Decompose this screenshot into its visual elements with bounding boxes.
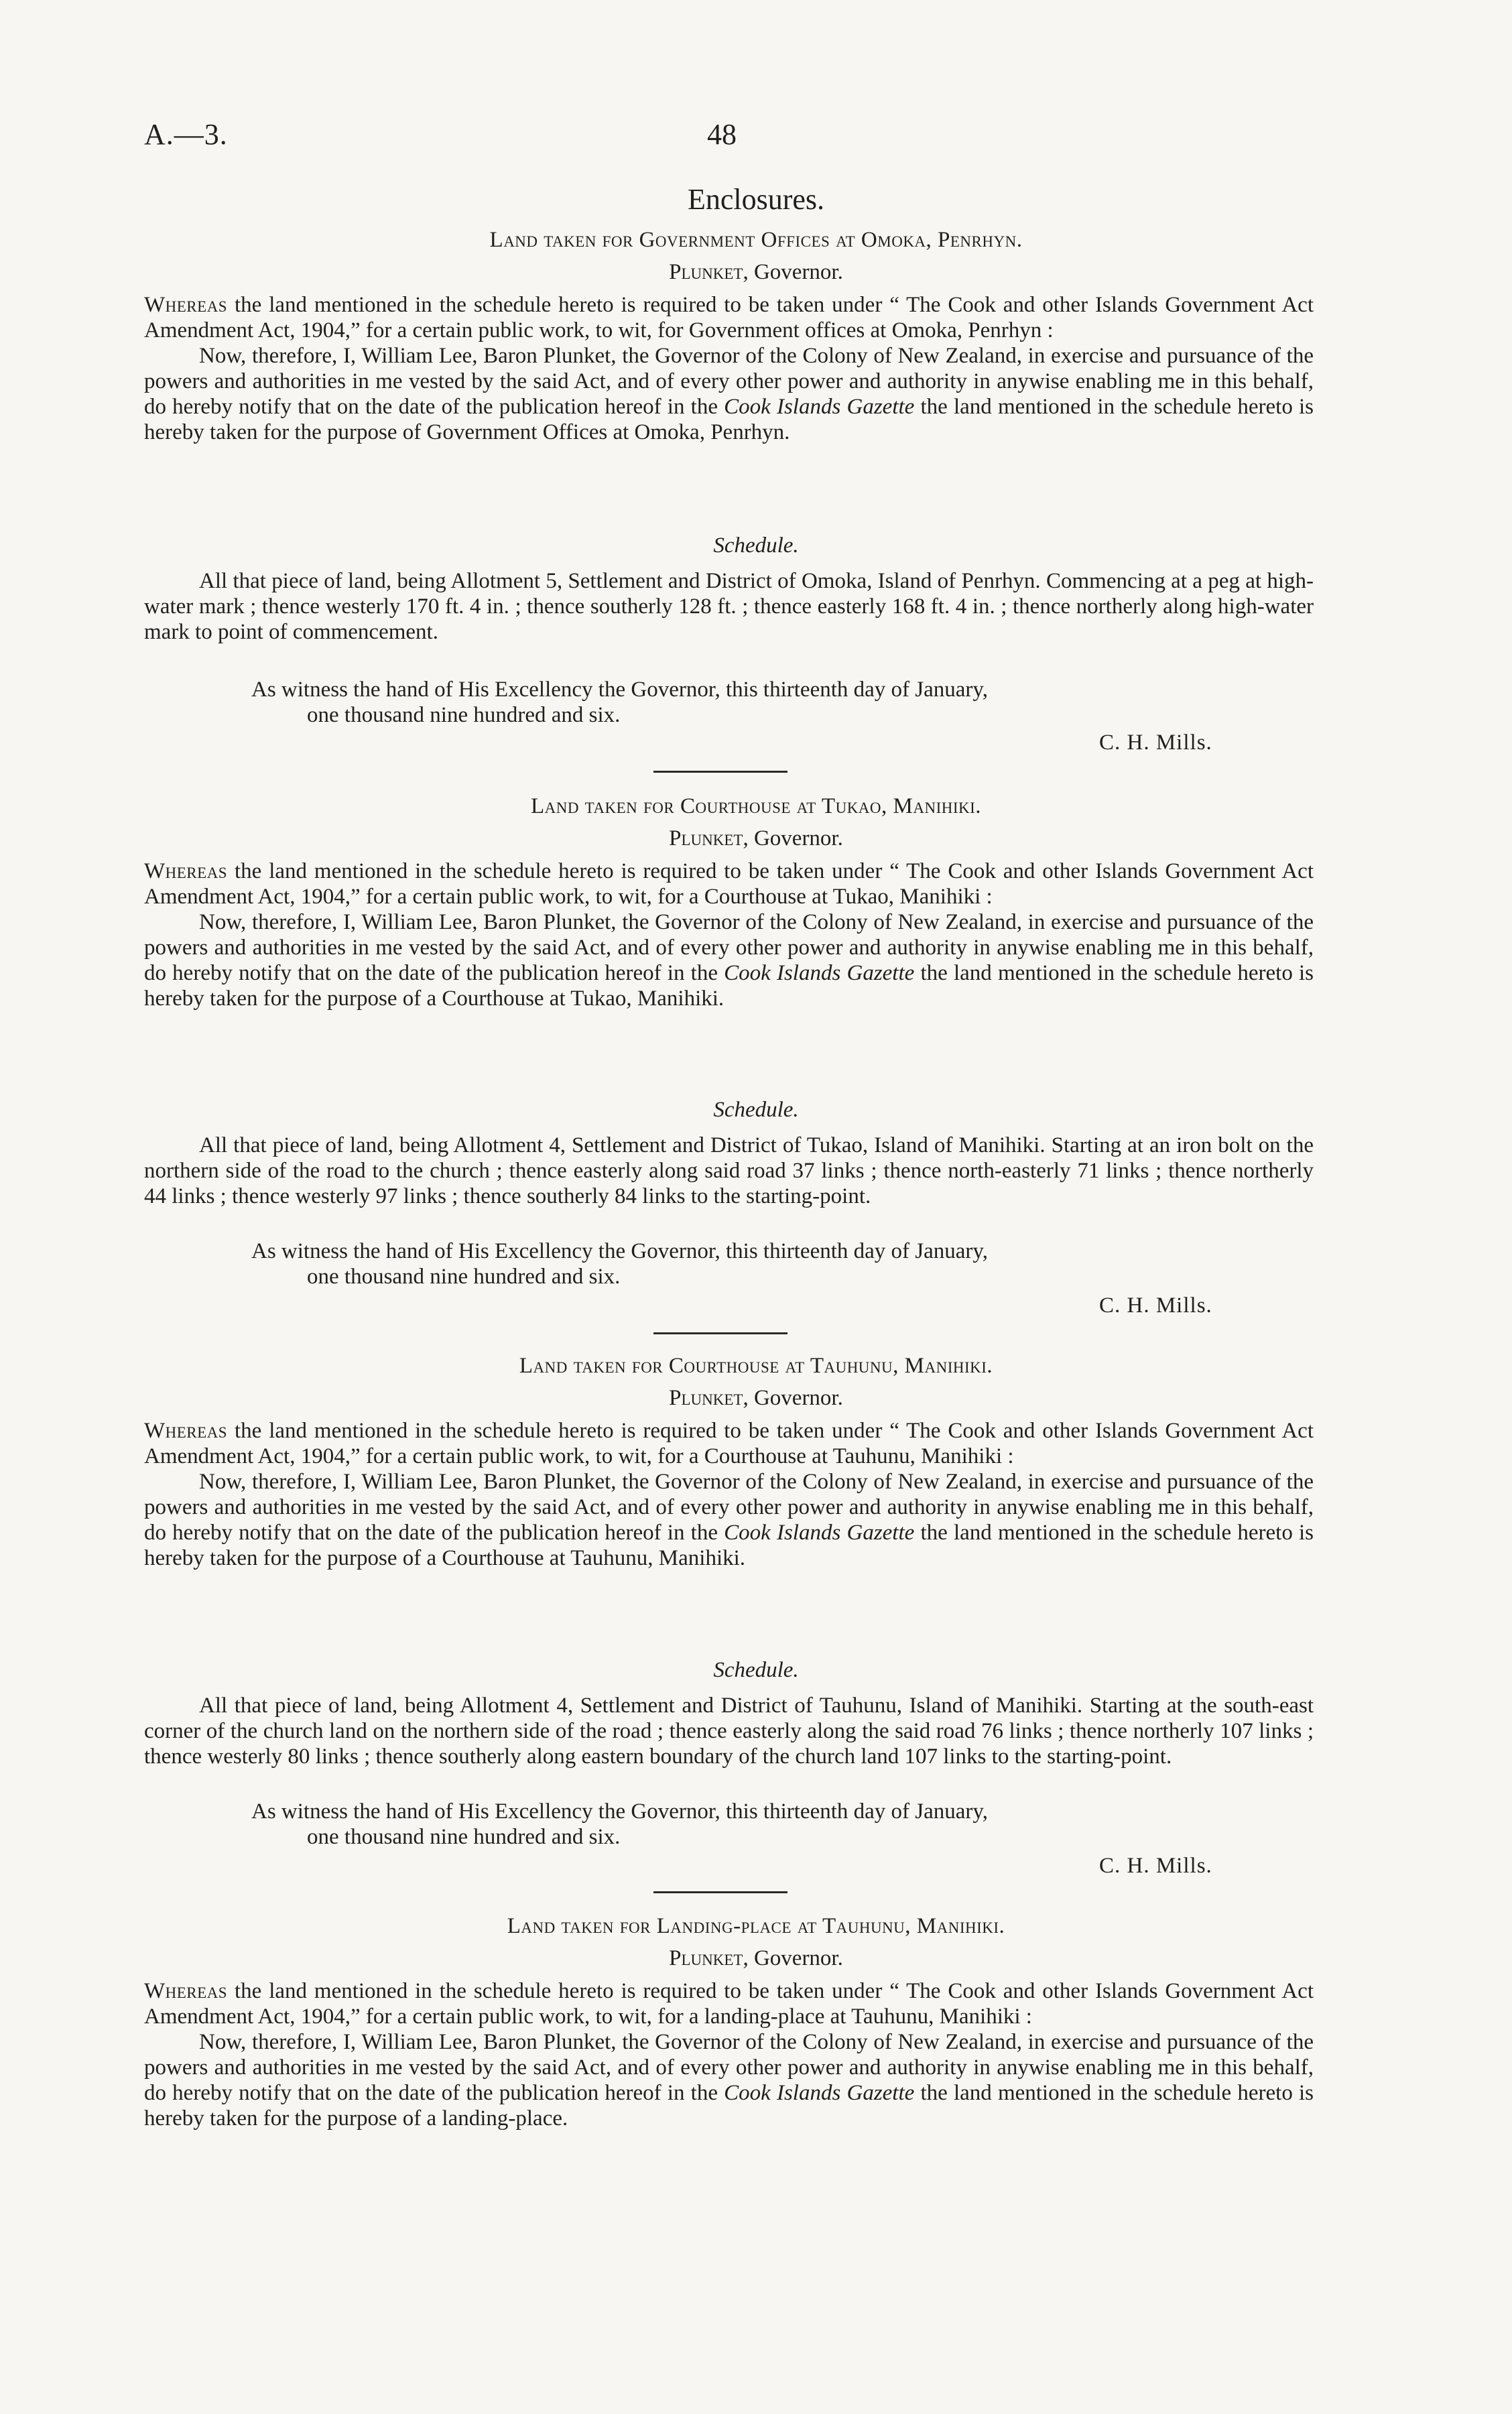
notice-body <box>144 292 1314 445</box>
gazette-name: Cook Islands Gazette <box>724 1521 915 1545</box>
schedule-text: All that piece of land, being Allotment 4, Settlement and District of Tauhunu, Island of Manihiki. Starting at the south-east corner of the church land on the northern side of the road ; thence easterly along the said road 76 links ; thence northerly 107 links ; thence westerly 80 links ; thence southerly along eastern boundary of the church land 107 links to the starting-point. <box>144 1694 1314 1769</box>
notice-body <box>144 1418 1314 1571</box>
signature: C. H. Mills. <box>1099 1293 1212 1318</box>
schedule-body <box>144 568 1314 645</box>
notification-text-a: Now, therefore, I, William Lee, Baron Plunket, the Governor of the Colony of New Zealand, in exercise and pursuance of the powers and authorities in me vested by the said Act, and of every other power and authority in anywise enabling me in this behalf, do hereby notify that on the date of the publication hereof in the <box>144 2030 1314 2105</box>
signature: C. H. Mills. <box>1099 730 1212 755</box>
gazette-name: Cook Islands Gazette <box>724 2081 915 2105</box>
governor-suffix: , Governor. <box>743 1386 843 1410</box>
whereas-text: the land mentioned in the schedule hereto is required to be taken under “ The Cook and other Islands Government Act Amendment Act, 1904,” for a certain public work, to wit, for a Courthouse at Tauhunu, Manihiki : <box>144 1419 1314 1468</box>
notification-paragraph <box>144 2029 1314 2131</box>
page-heading: Enclosures. <box>687 183 825 216</box>
governor-name: Plunket <box>669 260 743 284</box>
notice-body <box>144 1978 1314 2131</box>
governor-line <box>0 826 1512 851</box>
witness-line-2: one thousand nine hundred and six. <box>307 1265 621 1289</box>
notification-text-a: Now, therefore, I, William Lee, Baron Plunket, the Governor of the Colony of New Zealand, in exercise and pursuance of the powers and authorities in me vested by the said Act, and of every other power and authority in anywise enabling me in this behalf, do hereby notify that on the date of the publication hereof in the <box>144 910 1314 985</box>
governor-suffix: , Governor. <box>743 1946 843 1970</box>
whereas-text: the land mentioned in the schedule hereto is required to be taken under “ The Cook and other Islands Government Act Amendment Act, 1904,” for a certain public work, to wit, for Government offices at Omoka, Penrhyn : <box>144 293 1314 342</box>
governor-line <box>0 1386 1512 1411</box>
witness-line-1: As witness the hand of His Excellency the Governor, this thirteenth day of January, <box>251 1799 989 1824</box>
schedule-body <box>144 1693 1314 1769</box>
whereas-text: the land mentioned in the schedule hereto is required to be taken under “ The Cook and other Islands Government Act Amendment Act, 1904,” for a certain public work, to wit, for a landing-place at Tauhunu, Manihiki : <box>144 1979 1314 2029</box>
notice-title: Land taken for Government Offices at Omoka, Penrhyn. <box>489 228 1023 252</box>
notice-title: Land taken for Landing-place at Tauhunu, Manihiki. <box>507 1914 1005 1938</box>
witness-clause <box>251 1799 1314 1850</box>
schedule-label: Schedule. <box>713 1658 799 1682</box>
whereas-word: Whereas <box>144 293 228 317</box>
whereas-paragraph <box>144 1978 1314 2029</box>
witness-line-1: As witness the hand of His Excellency the Governor, this thirteenth day of January, <box>251 1239 989 1263</box>
schedule-text: All that piece of land, being Allotment 5, Settlement and District of Omoka, Island of Penrhyn. Commencing at a peg at high-water mark ; thence westerly 170 ft. 4 in. ; thence southerly 128 ft. ; thence easterly 168 ft. 4 in. ; thence northerly along high-water mark to point of commencement. <box>144 569 1314 644</box>
notice-title: Land taken for Courthouse at Tukao, Manihiki. <box>530 794 982 818</box>
notification-paragraph <box>144 1469 1314 1571</box>
governor-suffix: , Governor. <box>743 260 843 284</box>
witness-line-1: As witness the hand of His Excellency the Governor, this thirteenth day of January, <box>251 678 989 702</box>
section-divider <box>653 771 788 773</box>
page-number: 48 <box>707 118 737 151</box>
notification-text-b: the land mentioned in the schedule hereto is hereby taken for the purpose of a Courthouse at Tukao, Manihiki. <box>144 961 1314 1011</box>
schedule-text: All that piece of land, being Allotment 4, Settlement and District of Tukao, Island of Manihiki. Starting at an iron bolt on the northern side of the road to the church ; thence easterly along said road 37 links ; thence north-easterly 71 links ; thence northerly 44 links ; thence westerly 97 links ; thence southerly 84 links to the starting-point. <box>144 1133 1314 1208</box>
whereas-paragraph <box>144 859 1314 909</box>
schedule-label: Schedule. <box>713 1098 799 1122</box>
notification-text-b: the land mentioned in the schedule hereto is hereby taken for the purpose of a landing-place. <box>144 2081 1314 2131</box>
whereas-paragraph <box>144 292 1314 343</box>
notice-body <box>144 859 1314 1011</box>
notification-text-b: the land mentioned in the schedule hereto is hereby taken for the purpose of a Courthouse at Tauhunu, Manihiki. <box>144 1521 1314 1570</box>
whereas-text: the land mentioned in the schedule hereto is required to be taken under “ The Cook and other Islands Government Act Amendment Act, 1904,” for a certain public work, to wit, for a Courthouse at Tukao, Manihiki : <box>144 859 1314 909</box>
document-reference: A.—3. <box>144 118 228 151</box>
witness-line-2: one thousand nine hundred and six. <box>307 703 621 727</box>
notification-text-a: Now, therefore, I, William Lee, Baron Plunket, the Governor of the Colony of New Zealand, in exercise and pursuance of the powers and authorities in me vested by the said Act, and of every other power and authority in anywise enabling me in this behalf, do hereby notify that on the date of the publication hereof in the <box>144 344 1314 419</box>
schedule-body <box>144 1133 1314 1209</box>
witness-clause <box>251 677 1314 728</box>
whereas-word: Whereas <box>144 1979 228 2003</box>
whereas-word: Whereas <box>144 1419 228 1443</box>
governor-name: Plunket <box>669 1386 743 1410</box>
governor-suffix: , Governor. <box>743 826 843 850</box>
notice-title: Land taken for Courthouse at Tauhunu, Manihiki. <box>519 1354 993 1378</box>
governor-line <box>0 260 1512 285</box>
section-divider <box>653 1332 788 1334</box>
governor-name: Plunket <box>669 826 743 850</box>
gazette-name: Cook Islands Gazette <box>724 395 915 419</box>
whereas-word: Whereas <box>144 859 228 883</box>
schedule-label: Schedule. <box>713 533 799 558</box>
witness-clause <box>251 1238 1314 1289</box>
governor-line <box>0 1946 1512 1971</box>
governor-name: Plunket <box>669 1946 743 1970</box>
witness-line-2: one thousand nine hundred and six. <box>307 1825 621 1849</box>
section-divider <box>653 1891 788 1893</box>
notification-text-a: Now, therefore, I, William Lee, Baron Plunket, the Governor of the Colony of New Zealand, in exercise and pursuance of the powers and authorities in me vested by the said Act, and of every other power and authority in anywise enabling me in this behalf, do hereby notify that on the date of the publication hereof in the <box>144 1470 1314 1545</box>
whereas-paragraph <box>144 1418 1314 1469</box>
notification-paragraph <box>144 343 1314 445</box>
gazette-name: Cook Islands Gazette <box>724 961 915 985</box>
notification-paragraph <box>144 909 1314 1011</box>
signature: C. H. Mills. <box>1099 1854 1212 1878</box>
notification-text-b: the land mentioned in the schedule hereto is hereby taken for the purpose of Government Offices at Omoka, Penrhyn. <box>144 395 1314 444</box>
